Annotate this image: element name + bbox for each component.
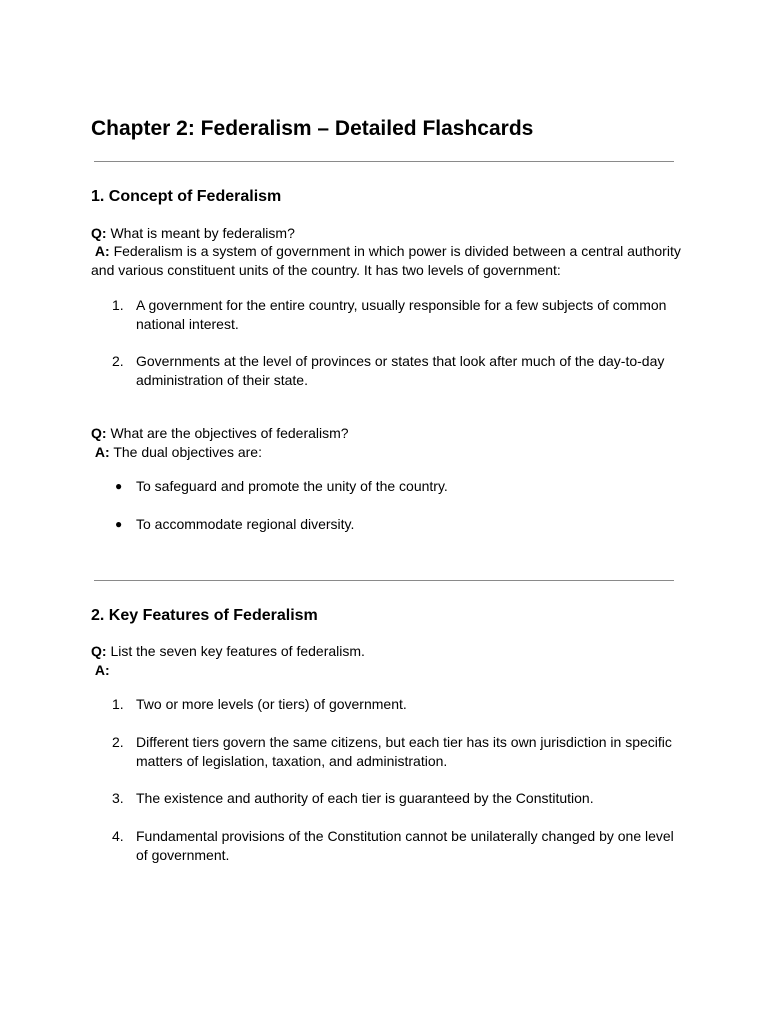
question-label: Q:: [91, 643, 107, 659]
list-item-text: To accommodate regional diversity.: [136, 516, 355, 532]
list-item: [112, 789, 676, 808]
document-title: Chapter 2: Federalism – Detailed Flashcards: [91, 117, 534, 140]
list-marker: 1.: [112, 297, 124, 313]
answer-line: [91, 661, 110, 680]
list-item-text: The existence and authority of each tier is guaranteed by the Constitution.: [136, 790, 594, 806]
list-item: [112, 695, 676, 714]
section-heading: 2. Key Features of Federalism: [91, 607, 318, 624]
answer-paragraph: [91, 242, 691, 280]
question-line: [91, 424, 349, 443]
list-item-text: To safeguard and promote the unity of the country.: [136, 478, 448, 494]
answer-label: A:: [94, 444, 110, 460]
answer-label: A:: [94, 662, 110, 678]
list-item: [112, 296, 676, 334]
answer-text: The dual objectives are:: [113, 444, 262, 460]
answer-text: Federalism is a system of government in which power is divided between a central authority and various constituent units of the country. It has two levels of government:: [91, 243, 681, 278]
question-label: Q:: [91, 225, 107, 241]
list-item: [115, 477, 676, 496]
list-item: [115, 515, 676, 534]
section-heading: 1. Concept of Federalism: [91, 188, 282, 205]
list-marker: 4.: [112, 828, 124, 844]
list-item-text: A government for the entire country, usually responsible for a few subjects of common national interest.: [136, 297, 667, 332]
section-divider: [94, 580, 674, 581]
question-label: Q:: [91, 425, 107, 441]
list-item: [112, 827, 676, 865]
list-item: [112, 352, 676, 390]
list-item: [112, 733, 676, 771]
list-item-text: Fundamental provisions of the Constitution cannot be unilaterally changed by one level of government.: [136, 828, 674, 863]
question-text: What are the objectives of federalism?: [110, 425, 349, 441]
bullet-marker: ●: [115, 517, 123, 531]
list-marker: 2.: [112, 353, 124, 369]
list-marker: 3.: [112, 790, 124, 806]
answer-line: [91, 443, 262, 462]
list-item-text: Governments at the level of provinces or states that look after much of the day-to-day administration of their state.: [136, 353, 665, 388]
answer-label: A:: [94, 243, 110, 259]
question-text: List the seven key features of federalism.: [110, 643, 365, 659]
question-line: [91, 642, 365, 661]
bullet-marker: ●: [115, 479, 123, 493]
list-marker: 2.: [112, 734, 124, 750]
list-item-text: Two or more levels (or tiers) of government.: [136, 696, 407, 712]
list-marker: 1.: [112, 696, 124, 712]
question-line: [91, 224, 295, 243]
section-divider: [94, 161, 674, 162]
list-item-text: Different tiers govern the same citizens, but each tier has its own jurisdiction in specific matters of legislation, taxation, and administration.: [136, 734, 672, 769]
question-text: What is meant by federalism?: [110, 225, 295, 241]
